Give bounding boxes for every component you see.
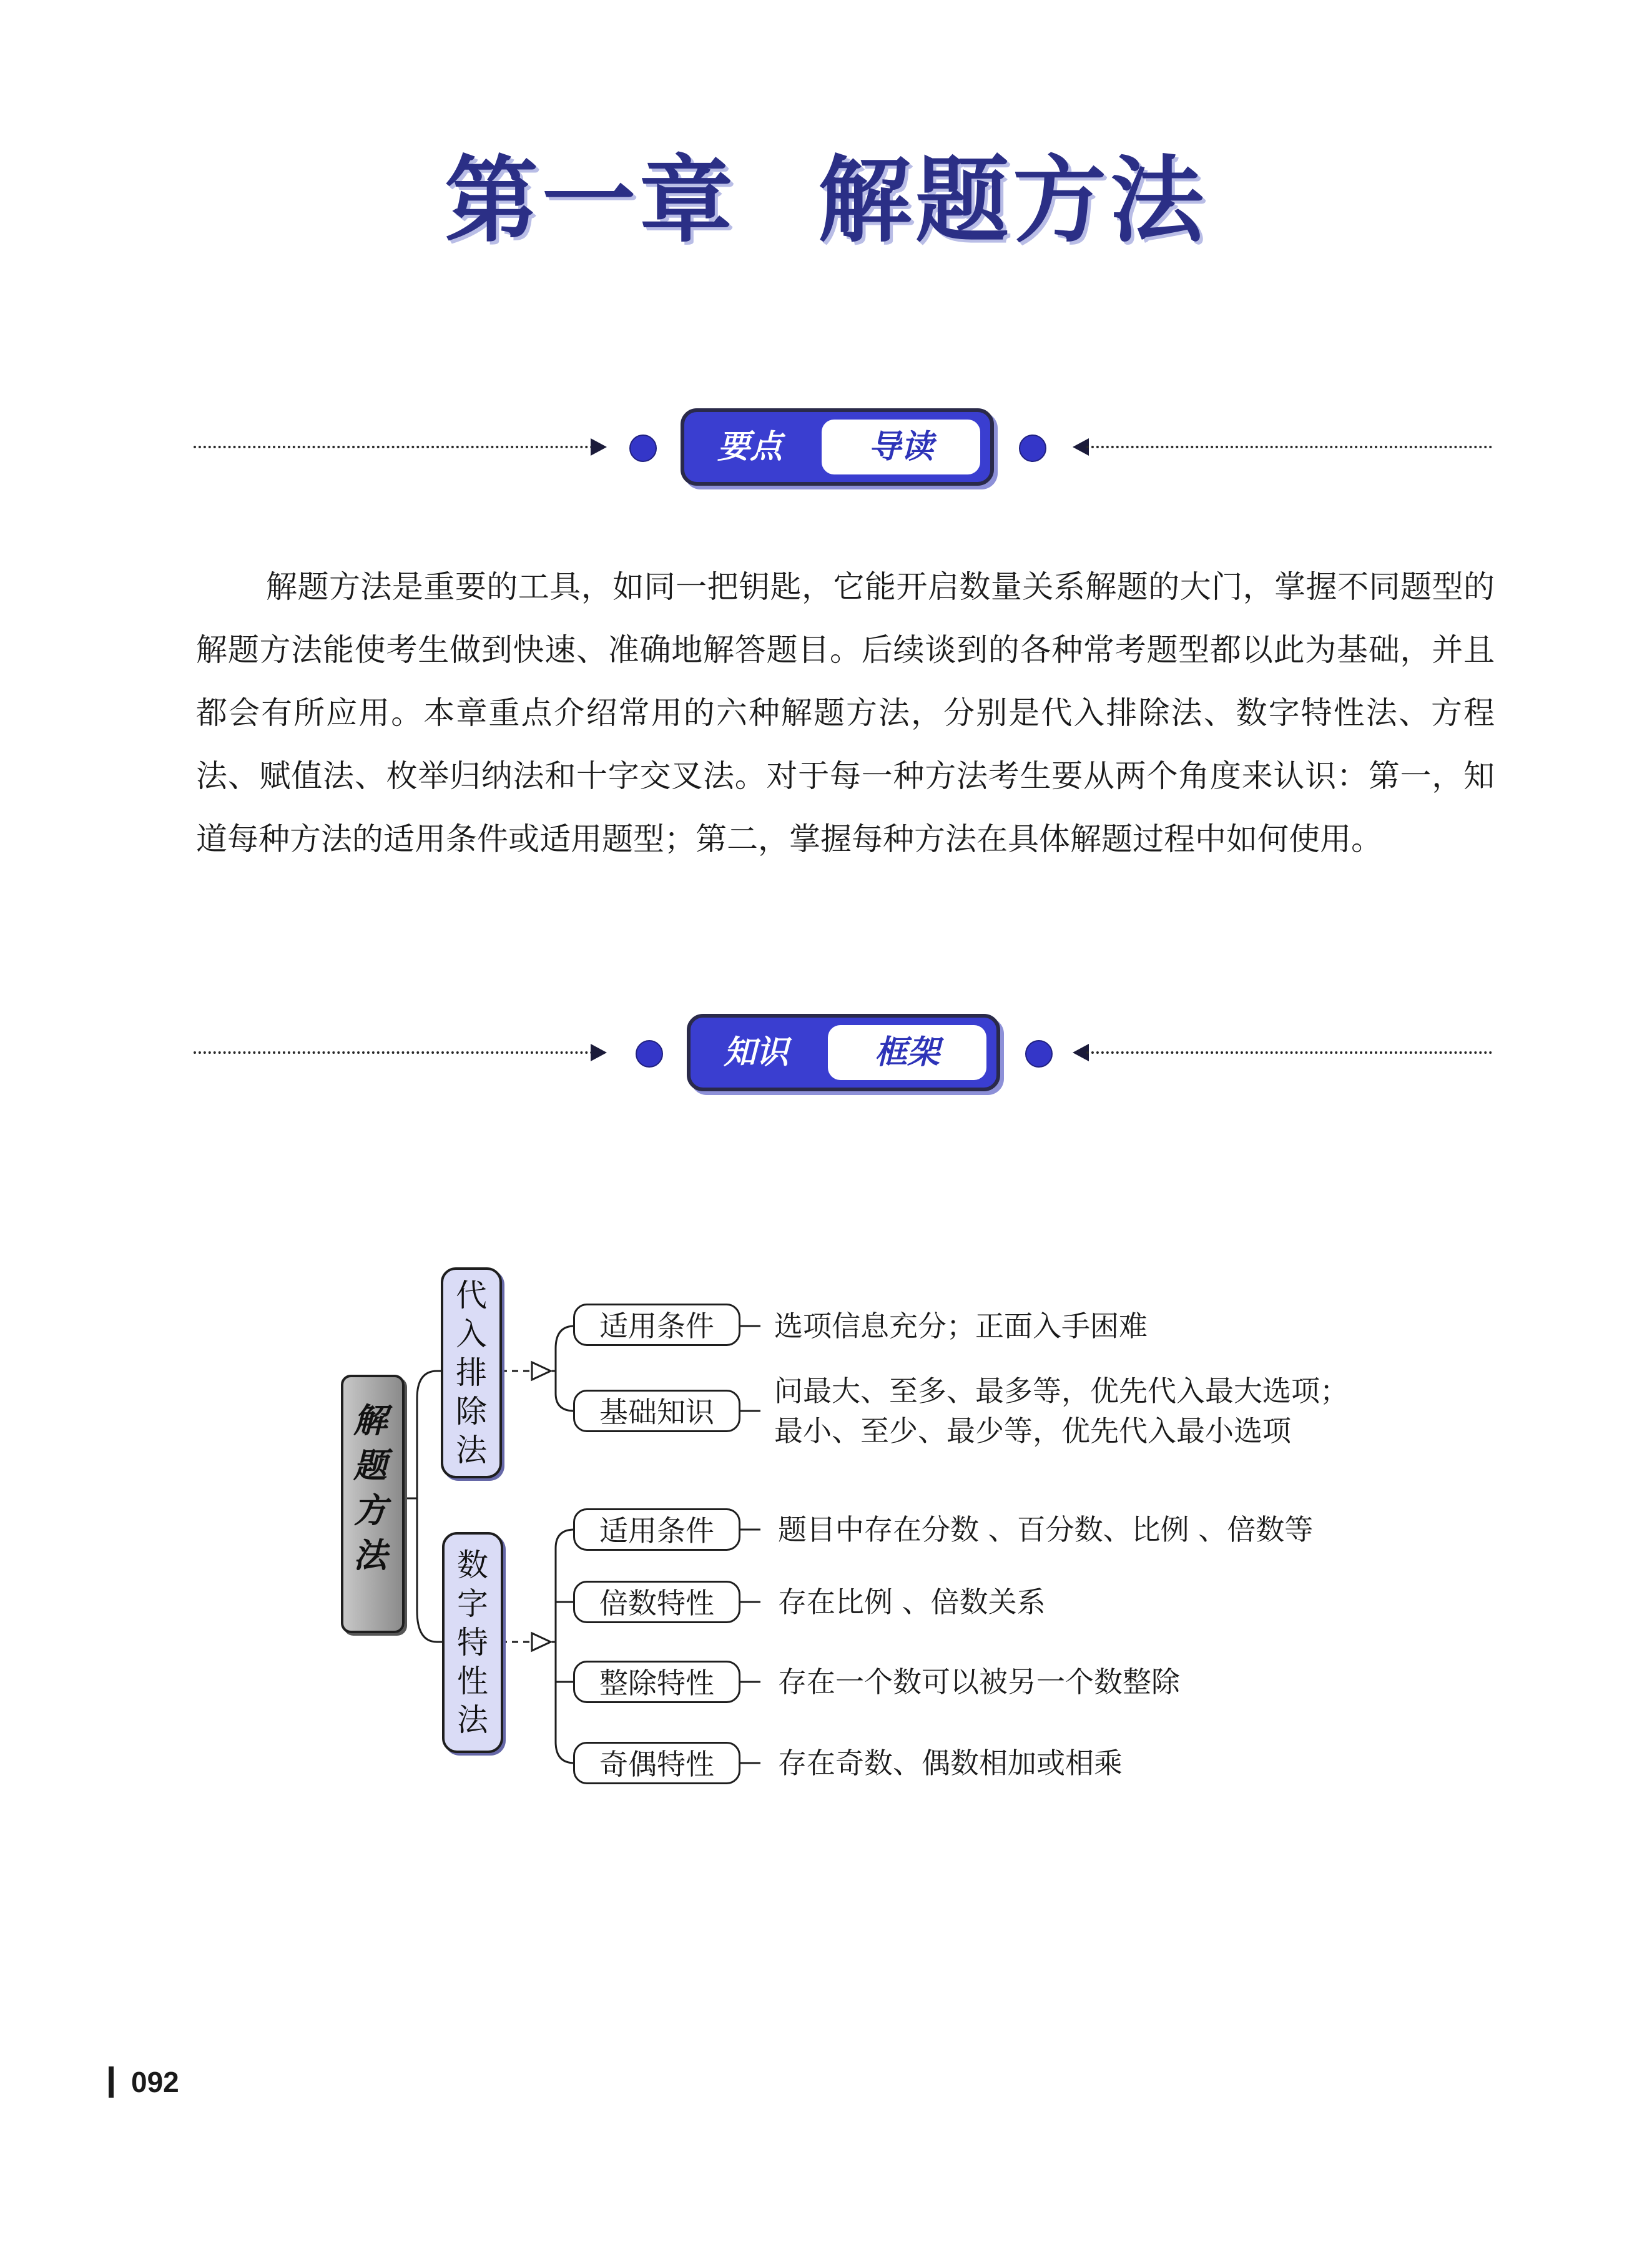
chapter-number: 第一章 <box>444 145 737 255</box>
branch-label-number-property: 数 字 特 性 法 <box>457 1547 488 1738</box>
node-desc: 最小、至少、最少等，优先代入最小选项 <box>774 1414 1291 1448</box>
section-badge <box>681 408 994 486</box>
section-badge-left: 要点 <box>717 428 782 466</box>
node-label: 基础知识 <box>573 1390 740 1432</box>
page-number-bar <box>109 2066 114 2098</box>
arrow-right-icon <box>591 1044 607 1061</box>
node-desc: 存在比例 、倍数关系 <box>778 1585 1046 1619</box>
page-number: 092 <box>131 2066 179 2098</box>
dot-icon <box>636 1040 663 1068</box>
dotted-line-left <box>194 1051 593 1054</box>
chapter-name: 解题方法 <box>818 145 1208 255</box>
dotted-line-right <box>1086 446 1492 448</box>
node-label: 适用条件 <box>573 1304 740 1346</box>
node-desc: 存在奇数、偶数相加或相乘 <box>778 1746 1123 1780</box>
section-header-framework <box>0 1009 1652 1096</box>
node-label: 整除特性 <box>573 1661 740 1703</box>
dot-icon <box>1025 1040 1053 1068</box>
node-desc: 选项信息充分；正面入手困难 <box>774 1309 1148 1343</box>
dot-icon <box>1019 435 1046 462</box>
section-badge-left: 知识 <box>723 1034 789 1071</box>
arrow-right-icon <box>591 438 607 456</box>
node-label: 奇偶特性 <box>573 1742 740 1784</box>
node-desc: 存在一个数可以被另一个数整除 <box>778 1665 1180 1699</box>
node-label: 适用条件 <box>573 1508 740 1551</box>
branch-label-substitution: 代 入 排 除 法 <box>456 1277 487 1468</box>
node-desc: 问最大、至多、最多等，优先代入最大选项； <box>774 1374 1349 1408</box>
section-badge <box>687 1014 1000 1091</box>
intro-paragraph: 解题方法是重要的工具，如同一把钥匙，它能开启数量关系解题的大门，掌握不同题型的解题方法能使考生做到快速、准确地解答题目。后续谈到的各种常考题型都以此为基础，并且都会有所应用。本章重点介绍常用的六种解题方法，分别是代入排除法、数字特性法、方程法、赋值法、枚举归纳法和十字交叉法。对于每一种方法考生要从两个角度来认识：第一，知道每种方法的适用条件或适用题型；第二，掌握每种方法在具体解题过程中如何使用。 <box>196 569 1495 857</box>
node-label: 倍数特性 <box>573 1581 740 1623</box>
dotted-line-left <box>194 446 593 448</box>
dotted-line-right <box>1086 1051 1492 1054</box>
node-desc: 题目中存在分数 、百分数、比例 、倍数等 <box>778 1513 1314 1546</box>
section-badge-right: 框架 <box>828 1025 986 1080</box>
triangle-arrow-icons <box>532 1362 551 1651</box>
dot-icon <box>629 435 657 462</box>
mindmap-root-label: 解 题 方 法 <box>353 1401 387 1575</box>
section-badge-right: 导读 <box>822 420 980 474</box>
section-header-reading <box>0 403 1652 491</box>
chapter-title <box>0 125 1652 260</box>
